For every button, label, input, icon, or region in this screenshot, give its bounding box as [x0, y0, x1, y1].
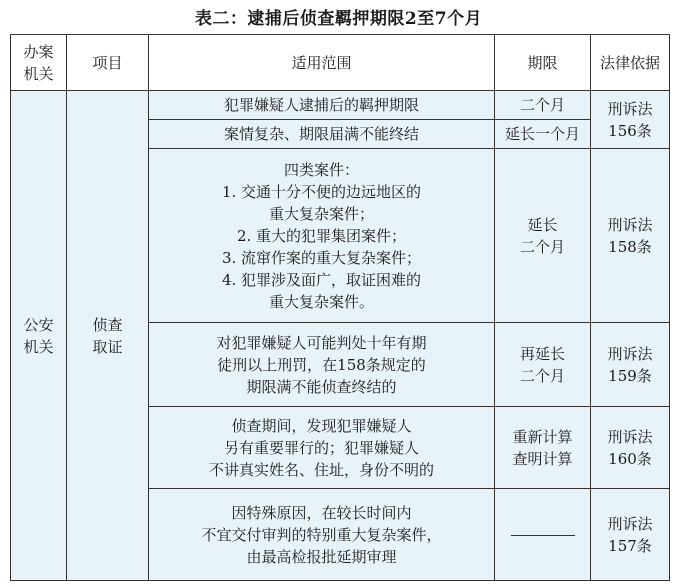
- scope-cell: 案情复杂、期限届满不能终结: [149, 120, 495, 149]
- scope-cell: 对犯罪嫌疑人可能判处十年有期 徒刑以上刑罚，在158条规定的 期限满不能侦查终结的: [149, 323, 495, 407]
- period-cell: 延长 二个月: [495, 149, 591, 323]
- scope-cell: 四类案件： 1. 交通十分不便的边远地区的 重大复杂案件； 2. 重大的犯罪集团案件； 3. 流窜作案的重大复杂案件； 4. 犯罪涉及面广，取证困难的 重大复杂案件。: [149, 149, 495, 323]
- dash-line: [511, 535, 575, 536]
- basis-cell: 刑诉法 159条: [591, 323, 670, 407]
- period-cell: 二个月: [495, 91, 591, 120]
- header-item: 项目: [67, 35, 149, 91]
- scope-cell: 犯罪嫌疑人逮捕后的羁押期限: [149, 91, 495, 120]
- table-row: [11, 91, 670, 120]
- header-scope: 适用范围: [149, 35, 495, 91]
- detention-period-table: [10, 34, 670, 581]
- basis-cell: 刑诉法 160条: [591, 407, 670, 489]
- period-cell-empty: [495, 489, 591, 581]
- basis-cell: 刑诉法 158条: [591, 149, 670, 323]
- item-cell: 侦查 取证: [67, 91, 149, 581]
- basis-cell: 刑诉法 156条: [591, 91, 670, 149]
- scope-cell: 侦查期间，发现犯罪嫌疑人 另有重要罪行的；犯罪嫌疑人 不讲真实姓名、住址，身份不明的: [149, 407, 495, 489]
- period-cell: 再延长 二个月: [495, 323, 591, 407]
- header-agency: 办案 机关: [11, 35, 67, 91]
- basis-cell: 刑诉法 157条: [591, 489, 670, 581]
- scope-cell: 因特殊原因，在较长时间内 不宜交付审判的特别重大复杂案件， 由最高检报批延期审理: [149, 489, 495, 581]
- period-cell: 延长一个月: [495, 120, 591, 149]
- header-basis: 法律依据: [591, 35, 670, 91]
- agency-cell: 公安 机关: [11, 91, 67, 581]
- header-row: [11, 35, 670, 91]
- table-title: 表二：逮捕后侦查羁押期限2至7个月: [194, 9, 483, 29]
- period-cell: 重新计算 查明计算: [495, 407, 591, 489]
- header-period: 期限: [495, 35, 591, 91]
